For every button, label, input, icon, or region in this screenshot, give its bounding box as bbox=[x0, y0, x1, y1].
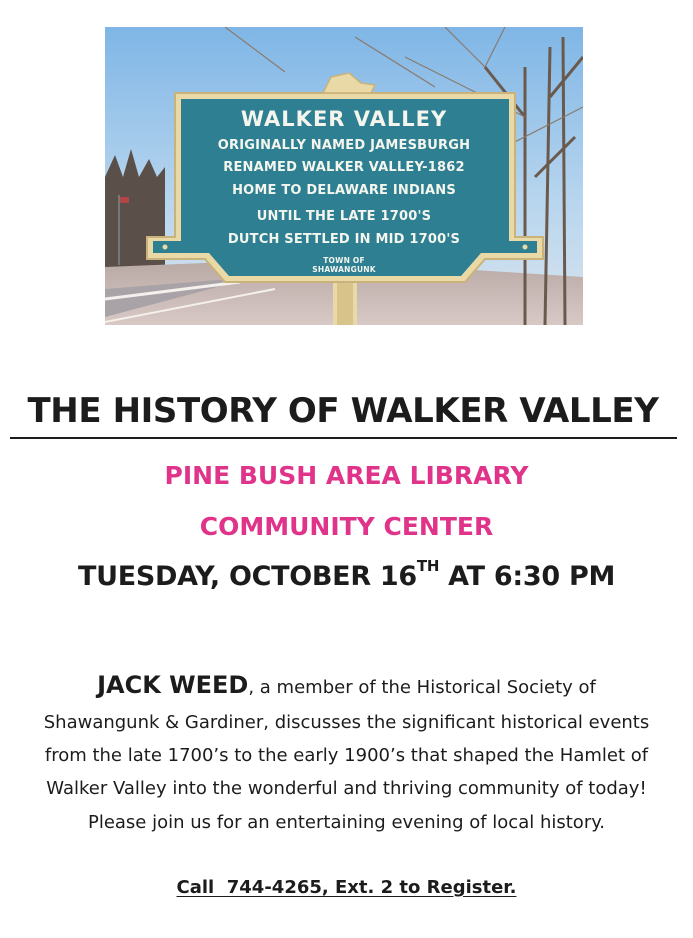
marker-town-line2: SHAWANGUNK bbox=[312, 265, 376, 274]
date-prefix: TUESDAY, OCTOBER 16 bbox=[77, 561, 417, 592]
marker-town-line1: TOWN OF bbox=[323, 256, 365, 265]
venue-line-2: COMMUNITY CENTER bbox=[199, 512, 494, 541]
title-underline bbox=[10, 437, 677, 439]
marker-town bbox=[105, 256, 583, 274]
description-line: from the late 1700’s to the early 1900’s that shaped the Hamlet of bbox=[44, 745, 649, 766]
date-time: AT 6:30 PM bbox=[439, 561, 616, 592]
marker-photo-art bbox=[105, 27, 583, 325]
date-ordinal: TH bbox=[416, 557, 440, 575]
description-line: Please join us for an entertaining evening of local history. bbox=[87, 812, 606, 833]
venue-line-1: PINE BUSH AREA LIBRARY bbox=[164, 461, 529, 490]
marker-title: WALKER VALLEY bbox=[240, 107, 448, 131]
marker-line: DUTCH SETTLED IN MID 1700'S bbox=[227, 232, 461, 247]
speaker-name: JACK WEED bbox=[97, 671, 249, 699]
description-line: Walker Valley into the wonderful and thriving community of today! bbox=[46, 778, 647, 799]
event-date bbox=[0, 557, 693, 592]
marker-line: ORIGINALLY NAMED JAMESBURGH bbox=[217, 138, 471, 153]
marker-line: UNTIL THE LATE 1700'S bbox=[256, 209, 432, 224]
page-title: THE HISTORY OF WALKER VALLEY bbox=[27, 391, 659, 431]
marker-photo bbox=[105, 27, 583, 325]
register-call-to-action: Call 744-4265, Ext. 2 to Register. bbox=[176, 877, 517, 898]
description-line bbox=[0, 671, 693, 699]
marker-line: RENAMED WALKER VALLEY-1862 bbox=[223, 160, 465, 175]
description-line: Shawangunk & Gardiner, discusses the significant historical events bbox=[43, 712, 650, 733]
description-text: , a member of the Historical Society of bbox=[248, 677, 596, 698]
marker-line: HOME TO DELAWARE INDIANS bbox=[232, 183, 456, 198]
